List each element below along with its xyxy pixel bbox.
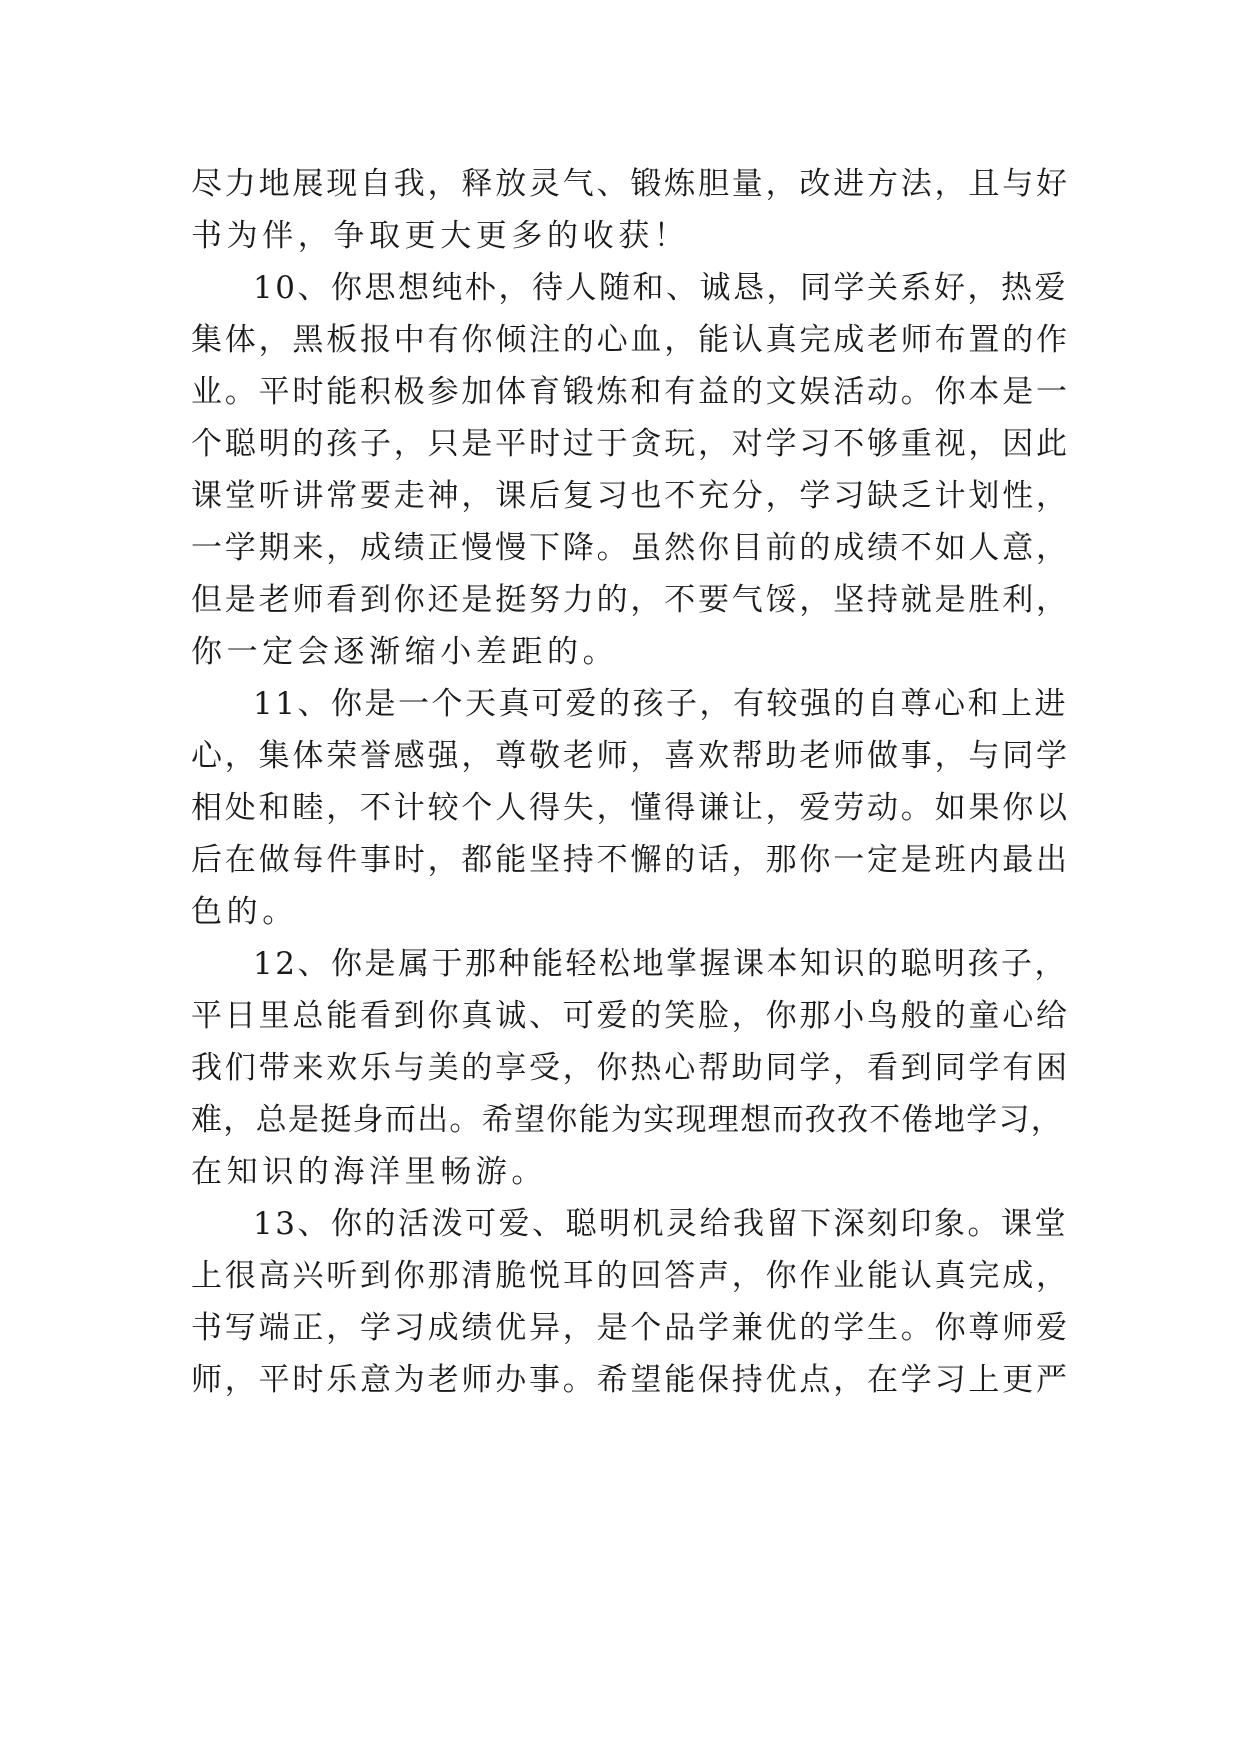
text-line: 课堂听讲常要走神，课后复习也不充分，学习缺乏计划性，: [191, 478, 1070, 514]
text-line: 难，总是挺身而出。希望你能为实现理想而孜孜不倦地学习，: [191, 1102, 1064, 1138]
paragraph-first-line: 13、你的活泼可爱、聪明机灵给我留下深刻印象。课堂: [253, 1206, 1068, 1242]
text-line: 你一定会逐渐缩小差距的。: [191, 634, 619, 670]
text-line: 但是老师看到你还是挺努力的，不要气馁，坚持就是胜利，: [191, 582, 1070, 618]
text-line: 上很高兴听到你那清脆悦耳的回答声，你作业能认真完成，: [191, 1258, 1070, 1294]
text-line: 后在做每件事时，都能坚持不懈的话，那你一定是班内最出: [191, 842, 1070, 878]
text-line: 一学期来，成绩正慢慢下降。虽然你目前的成绩不如人意，: [191, 530, 1070, 566]
text-line: 个聪明的孩子，只是平时过于贪玩，对学习不够重视，因此: [191, 426, 1070, 462]
text-line: 平日里总能看到你真诚、可爱的笑脸，你那小鸟般的童心给: [191, 998, 1070, 1034]
text-line: 业。平时能积极参加体育锻炼和有益的文娱活动。你本是一: [191, 374, 1070, 410]
text-line: 心，集体荣誉感强，尊敬老师，喜欢帮助老师做事，与同学: [191, 738, 1070, 774]
text-line: 集体，黑板报中有你倾注的心血，能认真完成老师布置的作: [191, 322, 1070, 358]
paragraph-first-line: 11、你是一个天真可爱的孩子，有较强的自尊心和上进: [253, 686, 1068, 722]
text-line: 色的。: [191, 894, 298, 930]
text-line: 师，平时乐意为老师办事。希望能保持优点，在学习上更严: [191, 1362, 1070, 1398]
text-line: 相处和睦，不计较个人得失，懂得谦让，爱劳动。如果你以: [191, 790, 1070, 826]
text-line: 在知识的海洋里畅游。: [191, 1154, 547, 1190]
text-line: 书为伴，争取更大更多的收获！: [191, 218, 690, 254]
document-body: [191, 158, 1069, 1406]
paragraph-first-line: 12、你是属于那种能轻松地掌握课本知识的聪明孩子，: [253, 946, 1068, 982]
text-line: 我们带来欢乐与美的享受，你热心帮助同学，看到同学有困: [191, 1050, 1070, 1086]
paragraph-first-line: 10、你思想纯朴，待人随和、诚恳，同学关系好，热爱: [253, 270, 1068, 306]
text-line: 书写端正，学习成绩优异，是个品学兼优的学生。你尊师爱: [191, 1310, 1070, 1346]
text-line: 尽力地展现自我，释放灵气、锻炼胆量，改进方法，且与好: [191, 166, 1070, 202]
